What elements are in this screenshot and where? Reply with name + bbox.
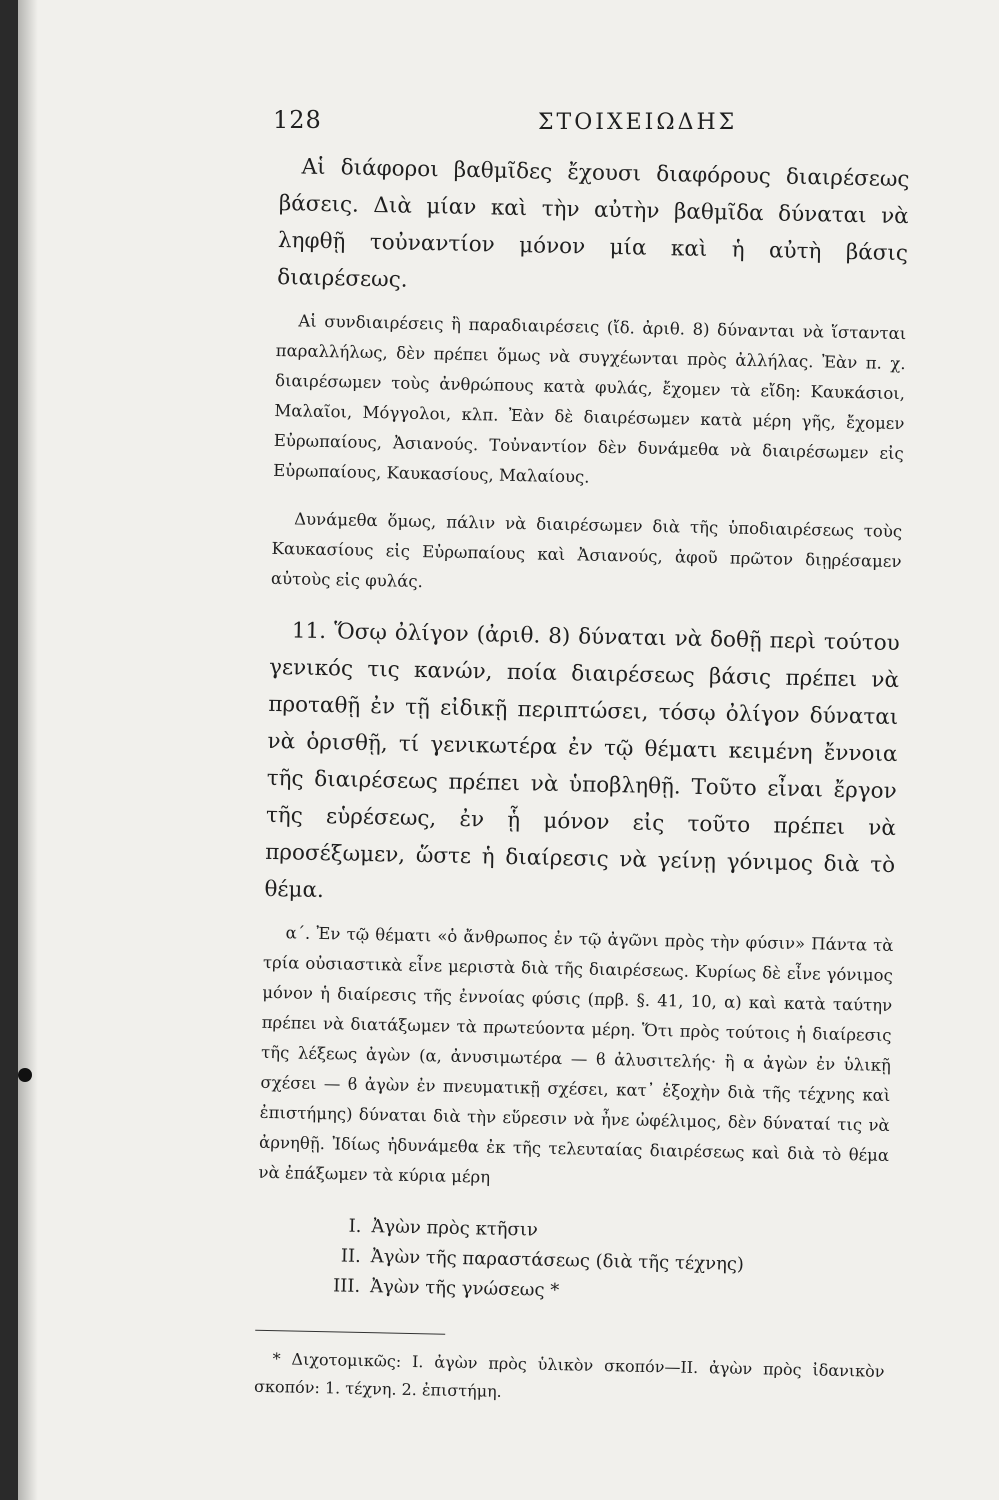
footnote: * Διχοτομικῶς: I. ἀγὼν πρὸς ὑλικὸν σκοπόν—II. ἀγὼν πρὸς ἰδανικὸν σκοπόν: 1. τέχνη. 2. ἐπιστήμη. — [253, 1349, 885, 1401]
list-item-number: III. — [332, 1275, 361, 1297]
list-item-text: Ἀγὼν τῆς γνώσεως * — [369, 1276, 560, 1302]
footnote-rule — [255, 1330, 445, 1335]
running-title: ΣΤΟΙΧΕΙΩΔΗΣ — [538, 110, 738, 135]
page-header — [273, 100, 913, 140]
page-body — [254, 148, 910, 1414]
paragraph-section-11: 11. Ὅσῳ ὀλίγον (ἀριθ. 8) δύναται νὰ δοθῇ περὶ τούτου γενικός τις κανών, ποία διαιρέσεως βάσις πρέπει νὰ προταθῇ ἐν τῇ εἰδικῇ περιπτώσει, τόσῳ ὀλίγον δύναται νὰ ὁρισθῇ, τί γενικωτέρα ἐν τῷ θέματι κειμένη ἔννοια τῆς διαιρέσεως πρέπει νὰ ὑποβληθῇ. Τοῦτο εἶναι ἔργον τῆς εὑρέσεως, ἐν ᾗ μόνον εἰς τοῦτο πρέπει νὰ προσέξωμεν, ὥστε ἡ διαίρεσις νὰ γείνῃ γόνιμος διὰ τὸ θέμα. — [264, 618, 901, 904]
margin-ink-mark — [18, 1068, 32, 1082]
list-item-number: II. — [340, 1245, 362, 1267]
paragraph-example-alpha: α΄. Ἐν τῷ θέματι «ὁ ἄνθρωπος ἐν τῷ ἀγῶνι πρὸς τὴν φύσιν» Πάντα τὰ τρία οὐσιαστικὰ εἶνε μεριστὰ διὰ τῆς διαιρέσεως. Κυρίως δὲ εἶνε γόνιμος μόνον ἡ διαίρεσις τῆς ἐννοίας φύσις (πρβ. §. 41, 10, α) καὶ κατὰ ταύτην πρέπει νὰ διατάξωμεν τὰ πρωτεύοντα μέρη. Ὅτι πρὸς τούτοις ἡ διαίρεσις τῆς λέξεως ἀγὼν (α, ἀνυσιμωτέρα — ϐ ἀλυσιτελής· ἢ α ἀγὼν ἐν ὑλικῇ σχέσει — ϐ ἀγὼν ἐν πνευματικῇ σχέσει, κατ᾿ ἐξοχὴν διὰ τῆς τέχνης καὶ ἐπιστήμης) δύναται διὰ τὴν εὕρεσιν νὰ ἦνε ὠφέλιμος, δὲν δύναταί τις νὰ ἀρνηθῇ. Ἰδίως ἠδυνάμεθα ἐκ τῆς τελευταίας διαιρέσεως καὶ διὰ τὸ θέμα νὰ ἐπάξωμεν τὰ κύρια μέρη — [258, 923, 894, 1187]
list-item-text: Ἀγὼν πρὸς κτῆσιν — [371, 1216, 539, 1241]
list-item-number: I. — [348, 1215, 362, 1237]
paragraph-subdivision: Δυνάμεθα ὅμως, πάλιν νὰ διαιρέσωμεν διὰ τῆς ὑποδιαιρέσεως τοὺς Καυκασίους εἰς Εὐρωπαίους καὶ Ἀσιανούς, ἀφοῦ πρῶτον διῃρέσαμεν αὐτοὺς εἰς φυλάς. — [270, 509, 903, 592]
paragraph-levels-of-division: Αἱ διάφοροι βαθμῖδες ἔχουσι διαφόρους διαιρέσεως βάσεις. Διὰ μίαν καὶ τὴν αὐτὴν βαθμῖδα δύναται νὰ ληφθῇ τοὐναντίον μόνον μία καὶ ἡ αὐτὴ βάσις διαιρέσεως. — [277, 154, 910, 293]
list-item-text: Ἀγὼν τῆς παραστάσεως (διὰ τῆς τέχνης) — [370, 1246, 745, 1275]
main-parts-list — [316, 1211, 888, 1313]
page-edge-shadow — [18, 0, 38, 1500]
paragraph-codivisions: Αἱ συνδιαιρέσεις ἢ παραδιαιρέσεις (ἴδ. ἀριθ. 8) δύνανται νὰ ἵστανται παραλλήλως, δὲν πρέπει ὅμως νὰ συγχέωνται πρὸς ἀλλήλας. Ἐὰν π. χ. διαιρέσωμεν τοὺς ἀνθρώπους κατὰ φυλάς, ἔχομεν τὰ εἴδη: Καυκάσιοι, Μαλαῖοι, Μόγγολοι, κλπ. Ἐὰν δὲ διαιρέσωμεν κατὰ μέρη γῆς, ἔχομεν Εὐρωπαίους, Ἀσιανούς. Τοὐναντίον δὲν δυνάμεθα νὰ διαιρέσωμεν εἰς Εὐρωπαίους, Καυκασίους, Μαλαίους. — [273, 311, 907, 487]
scanned-page — [18, 0, 999, 1500]
page-number: 128 — [273, 106, 322, 134]
